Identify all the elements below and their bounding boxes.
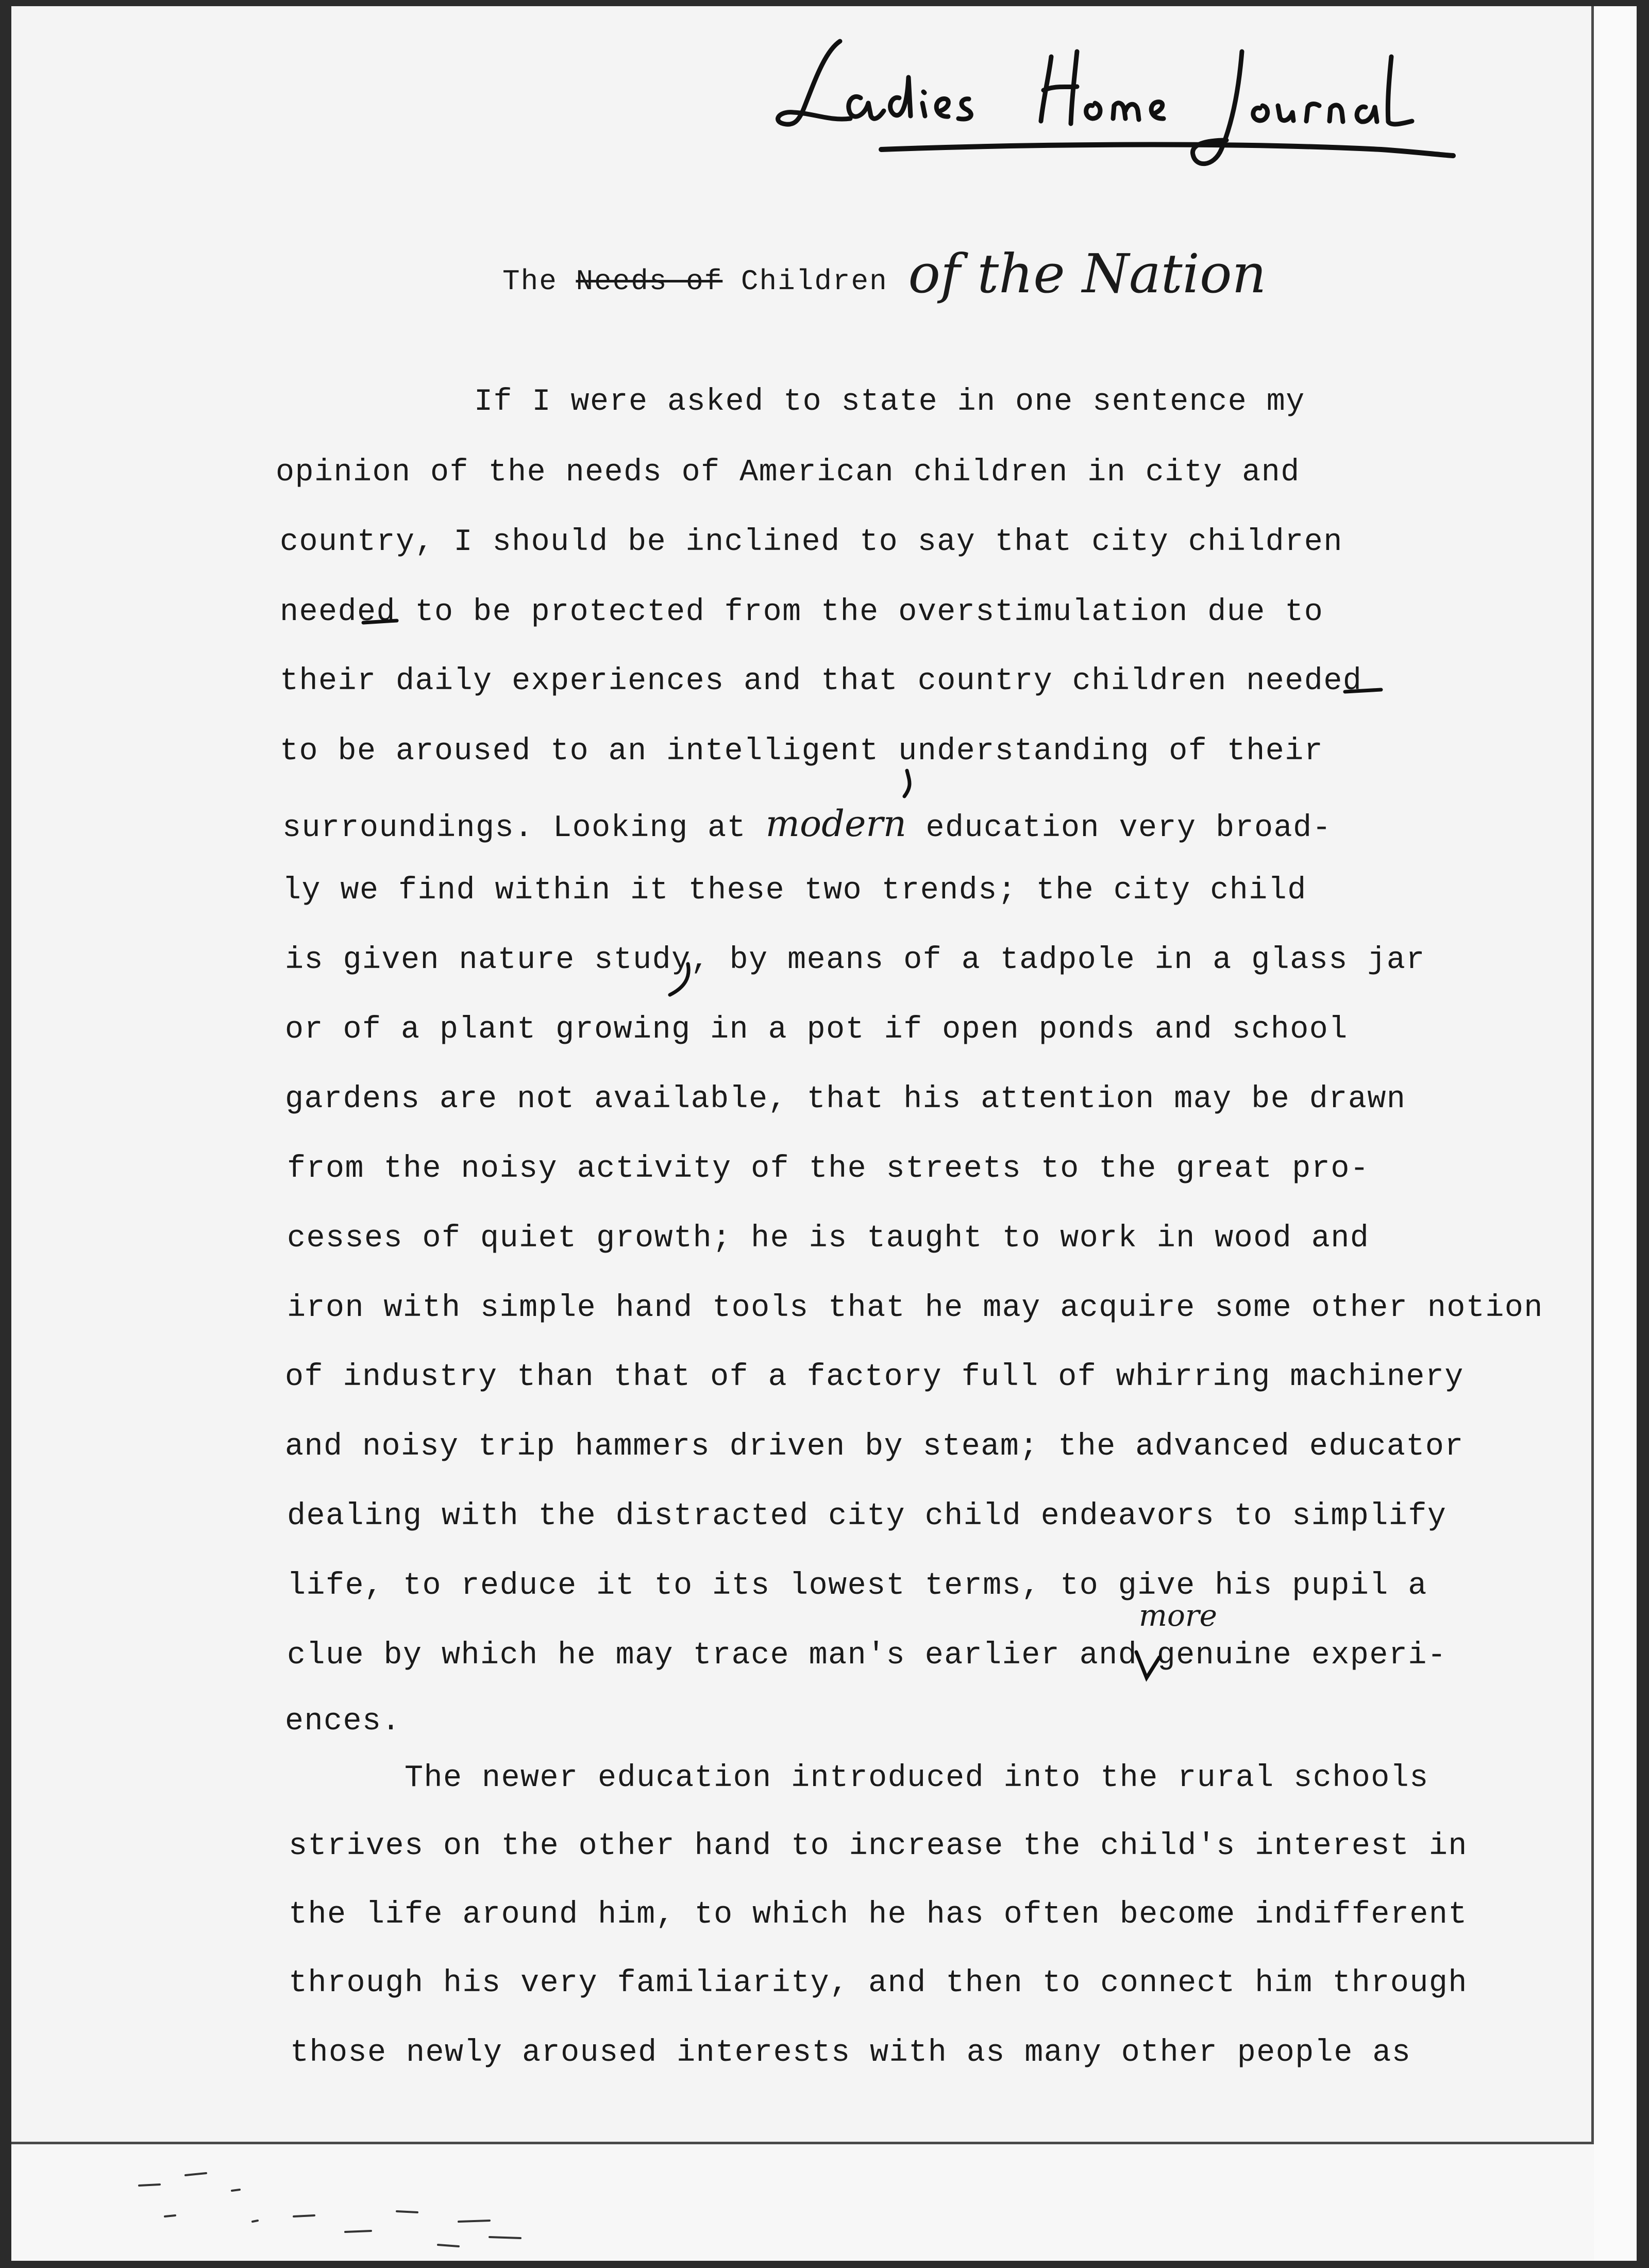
body-line-22: strives on the other hand to increase the child's interest in <box>289 1829 1468 1864</box>
body-line-12: from the noisy activity of the streets to the great pro- <box>287 1152 1370 1187</box>
body-line-23: the life around him, to which he has often become indifferent <box>289 1897 1468 1932</box>
handwritten-header-signature <box>763 21 1463 175</box>
body-line-10: or of a plant growing in a pot if open ponds and school <box>285 1012 1348 1047</box>
body-line-25: those newly aroused interests with as many other people as <box>290 2036 1411 2071</box>
body-line-19 <box>287 1640 1446 1671</box>
title-struck-words: Needs of <box>576 265 723 298</box>
body-line-11: gardens are not available, that his attention may be drawn <box>285 1082 1406 1117</box>
body-line-15: of industry than that of a factory full of whirring machinery <box>285 1360 1464 1395</box>
body-line-5: their daily experiences and that country children needed <box>280 664 1362 699</box>
body-line-18: life, to reduce it to its lowest terms, to give his pupil a <box>287 1569 1427 1604</box>
body-line-6: to be aroused to an intelligent understanding of their <box>280 734 1324 769</box>
body-line-3: country, I should be inclined to say that city children <box>280 525 1343 560</box>
scan-border-right <box>1637 0 1649 2268</box>
body-line-9: is given nature study, by means of a tadpole in a glass jar <box>285 943 1425 978</box>
body-line-17: dealing with the distracted city child endeavors to simplify <box>287 1499 1447 1534</box>
body-line-8: ly we find within it these two trends; the city child <box>282 873 1307 908</box>
body-line-20: ences. <box>285 1704 401 1739</box>
document-title <box>502 242 1327 320</box>
scan-smudges <box>129 2155 593 2258</box>
title-handwritten-addition: of the Nation <box>908 242 1267 305</box>
body-line-7-start: surroundings. Looking at <box>282 811 766 846</box>
scan-border-left <box>0 0 11 2268</box>
title-word-children: Children <box>741 265 888 298</box>
body-line-7-end: education very broad- <box>906 811 1332 846</box>
scan-border-bottom <box>0 2261 1649 2268</box>
body-line-21: The newer education introduced into the rural schools <box>405 1761 1429 1796</box>
body-line-7 <box>282 803 1332 846</box>
title-word-the: The <box>502 265 558 298</box>
body-line-14: iron with simple hand tools that he may acquire some other notion <box>287 1291 1543 1326</box>
body-line-13: cesses of quiet growth; he is taught to work in wood and <box>287 1221 1370 1256</box>
handwritten-insert-more: more <box>1139 1598 1217 1633</box>
body-line-1: If I were asked to state in one sentence my <box>474 385 1305 420</box>
body-line-24: through his very familiarity, and then to connect him through <box>289 1966 1468 2001</box>
body-line-2: opinion of the needs of American children in city and <box>276 455 1300 490</box>
body-line-16: and noisy trip hammers driven by steam; the advanced educator <box>285 1429 1464 1464</box>
body-line-19-start: clue by which he may trace man's earlier and <box>287 1638 1138 1673</box>
scan-border-top <box>0 0 1649 6</box>
body-line-4: needed to be protected from the overstimulation due to <box>280 595 1324 630</box>
handwritten-insert-modern: modern <box>765 803 906 845</box>
body-line-19-end: genuine experi- <box>1137 1638 1447 1673</box>
